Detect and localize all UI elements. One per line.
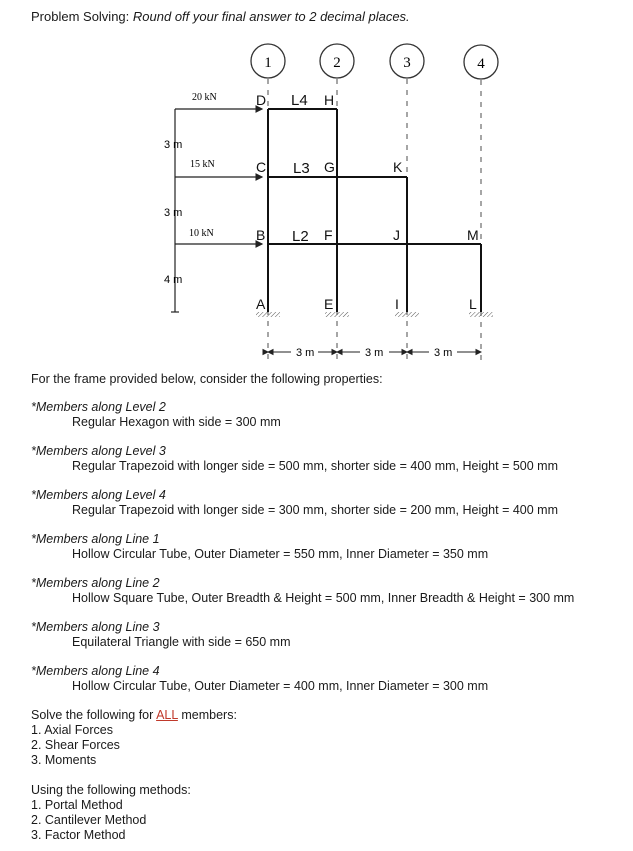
method-item: 3. Factor Method (31, 828, 126, 842)
node-label-k: K (393, 159, 403, 175)
property-detail: Hollow Circular Tube, Outer Diameter = 400 mm, Inner Diameter = 300 mm (72, 679, 489, 693)
line-label-3: 3 (403, 55, 411, 71)
node-label-i: I (395, 296, 399, 312)
level-label-l3: L3 (293, 160, 310, 177)
solve-label-emphasis: ALL (156, 708, 178, 722)
property-level-2 (31, 400, 621, 430)
grid-line-marker-4 (464, 45, 498, 79)
property-heading: *Members along Level 3 (31, 444, 166, 458)
solve-label (31, 708, 621, 723)
solve-item: 1. Axial Forces (31, 723, 113, 737)
span-label-3-4: 3 m (434, 347, 453, 359)
node-label-j: J (393, 227, 400, 243)
property-heading: *Members along Line 1 (31, 532, 160, 546)
lateral-loads (175, 92, 262, 244)
node-label-g: G (324, 159, 335, 175)
property-detail: Regular Trapezoid with longer side = 500 mm, shorter side = 400 mm, Height = 500 mm (72, 459, 558, 473)
property-heading: *Members along Level 4 (31, 488, 166, 502)
node-label-a: A (256, 296, 266, 312)
frame-diagram (0, 36, 633, 372)
height-label-level-3: 3 m (164, 207, 183, 219)
property-heading: *Members along Level 2 (31, 400, 166, 414)
title-prefix: Problem Solving: (31, 9, 130, 24)
property-heading: *Members along Line 3 (31, 620, 160, 634)
intro-text: For the frame provided below, consider the following properties: (31, 372, 383, 386)
height-label-level-4: 3 m (164, 139, 183, 151)
height-label-level-2: 4 m (164, 274, 183, 286)
grid-lines (268, 79, 481, 360)
solve-label-before: Solve the following for (31, 708, 154, 722)
node-label-h: H (324, 92, 335, 108)
line-label-1: 1 (264, 55, 272, 71)
property-detail: Hollow Circular Tube, Outer Diameter = 550 mm, Inner Diameter = 350 mm (72, 547, 489, 561)
property-heading: *Members along Line 4 (31, 664, 160, 678)
solve-item: 2. Shear Forces (31, 738, 120, 752)
title-instruction: Round off your final answer to 2 decimal places. (132, 9, 410, 24)
node-label-d: D (256, 92, 267, 108)
load-label-15kn: 15 kN (190, 159, 215, 170)
frame-members (268, 109, 481, 312)
line-label-2: 2 (333, 55, 341, 71)
method-item: 2. Cantilever Method (31, 813, 147, 827)
node-label-c: C (256, 159, 267, 175)
property-heading: *Members along Line 2 (31, 576, 160, 590)
node-label-l: L (469, 296, 477, 312)
problem-title (31, 9, 410, 24)
method-item: 1. Portal Method (31, 798, 123, 812)
property-detail: Regular Hexagon with side = 300 mm (72, 415, 281, 429)
property-line-2 (31, 576, 621, 606)
fixed-supports (256, 312, 493, 317)
grid-line-marker-3 (390, 44, 424, 78)
level-labels (291, 92, 310, 245)
property-detail: Hollow Square Tube, Outer Breadth & Height = 500 mm, Inner Breadth & Height = 300 mm (72, 591, 575, 605)
property-line-1 (31, 532, 621, 562)
solve-section (31, 708, 621, 768)
grid-line-marker-1 (251, 44, 285, 78)
node-label-f: F (324, 227, 333, 243)
methods-section (31, 783, 621, 843)
node-label-m: M (467, 227, 479, 243)
property-line-4 (31, 664, 621, 694)
node-labels (256, 92, 479, 312)
level-label-l2: L2 (292, 228, 309, 245)
solve-label-after: members: (181, 708, 237, 722)
property-level-3 (31, 444, 621, 474)
property-line-3 (31, 620, 621, 650)
property-detail: Regular Trapezoid with longer side = 300 mm, shorter side = 200 mm, Height = 400 mm (72, 503, 558, 517)
load-label-10kn: 10 kN (189, 228, 214, 239)
span-label-2-3: 3 m (365, 347, 384, 359)
methods-list (31, 798, 621, 843)
height-dimensions (164, 109, 182, 312)
solve-list (31, 723, 621, 768)
line-label-4: 4 (477, 56, 485, 72)
grid-line-marker-2 (320, 44, 354, 78)
problem-content (31, 372, 621, 843)
node-label-b: B (256, 227, 266, 243)
solve-item: 3. Moments (31, 753, 97, 767)
node-label-e: E (324, 296, 334, 312)
property-level-4 (31, 488, 621, 518)
methods-label: Using the following methods: (31, 783, 191, 797)
property-detail: Equilateral Triangle with side = 650 mm (72, 635, 291, 649)
load-label-20kn: 20 kN (192, 92, 217, 103)
span-dimensions (268, 347, 481, 359)
span-label-1-2: 3 m (296, 347, 315, 359)
level-label-l4: L4 (291, 92, 308, 109)
